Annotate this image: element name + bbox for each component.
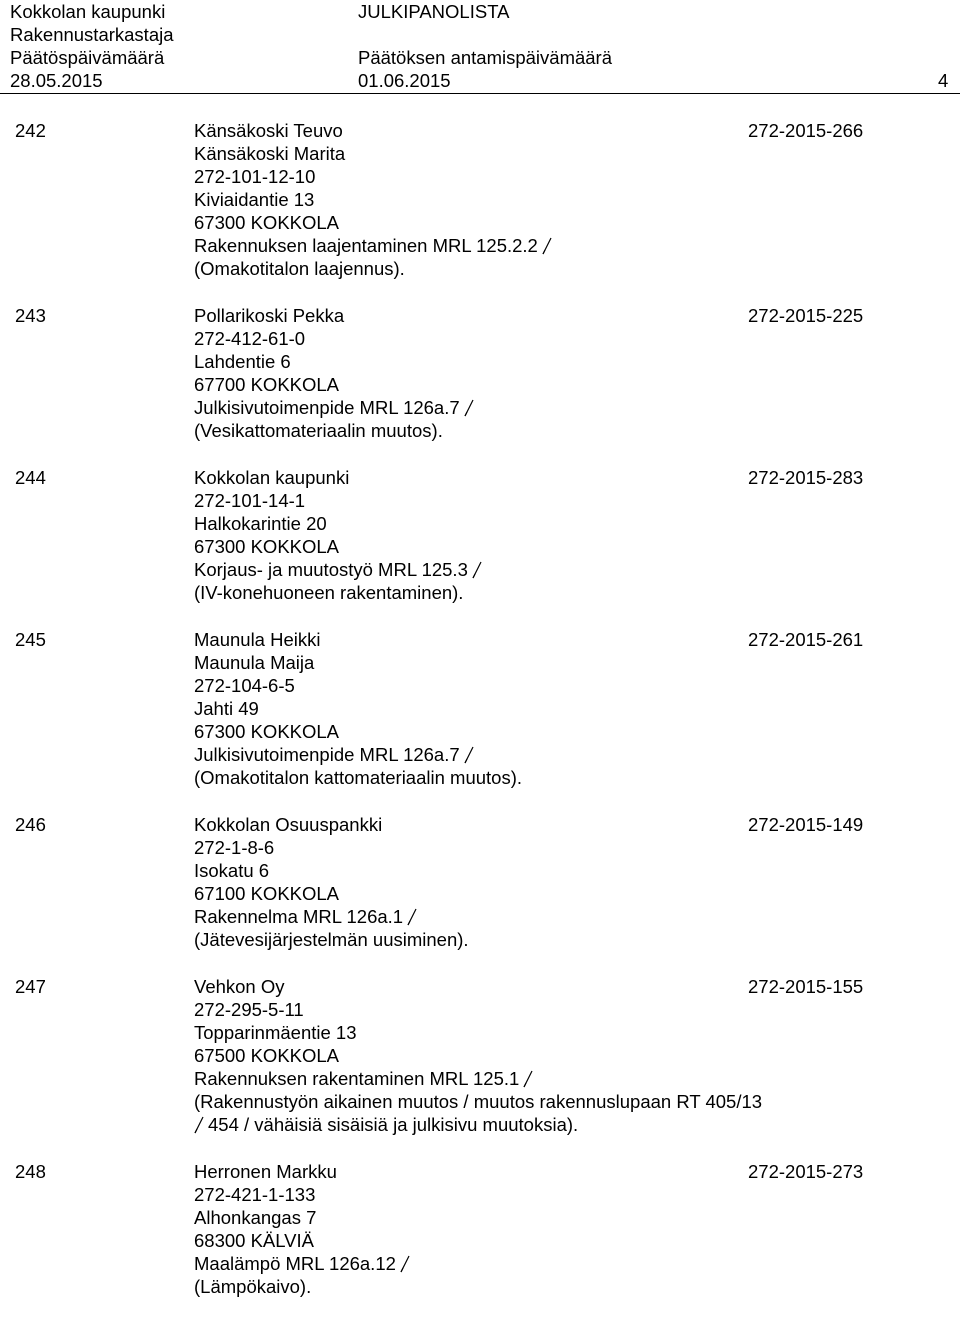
entry-number: 242 bbox=[15, 120, 46, 141]
entry-detail-line: Topparinmäentie 13 bbox=[194, 1022, 357, 1043]
permit-id: 272-2015-261 bbox=[748, 629, 864, 650]
measure-text: Rakennuksen rakentaminen MRL 125.1 bbox=[194, 1068, 520, 1089]
section-mark-icon bbox=[407, 907, 417, 927]
decision-entry bbox=[0, 813, 960, 951]
entry-detail-line: 67700 KOKKOLA bbox=[194, 374, 340, 395]
measure-line bbox=[194, 396, 734, 419]
entry-number: 245 bbox=[15, 629, 46, 650]
entry-body bbox=[194, 813, 734, 951]
entry-detail-line: Pollarikoski Pekka bbox=[194, 305, 345, 326]
entry-number: 244 bbox=[15, 467, 46, 488]
entry-detail-line: Halkokarintie 20 bbox=[194, 513, 327, 534]
entry-number: 243 bbox=[15, 305, 46, 326]
measure-line bbox=[194, 905, 734, 928]
entry-body bbox=[194, 628, 734, 789]
description-line bbox=[194, 257, 734, 280]
permit-id: 272-2015-283 bbox=[748, 467, 864, 488]
decision-entry bbox=[0, 1160, 960, 1298]
decision-entry bbox=[0, 975, 960, 1136]
section-mark-icon bbox=[464, 745, 474, 765]
permit-id: 272-2015-266 bbox=[748, 120, 864, 141]
entry-detail-line: Känsäkoski Teuvo bbox=[194, 120, 343, 141]
section-mark-icon bbox=[523, 1069, 533, 1089]
entry-detail-line: Jahti 49 bbox=[194, 698, 259, 719]
entry-detail-line: 68300 KÄLVIÄ bbox=[194, 1230, 314, 1251]
decision-entry bbox=[0, 628, 960, 789]
description-line bbox=[194, 581, 734, 604]
document-title: JULKIPANOLISTA bbox=[358, 1, 510, 22]
measure-line bbox=[194, 558, 734, 581]
entry-detail-line: 67300 KOKKOLA bbox=[194, 536, 340, 557]
permit-id: 272-2015-155 bbox=[748, 976, 864, 997]
entry-number: 246 bbox=[15, 814, 46, 835]
document-header bbox=[0, 0, 960, 96]
measure-text: Rakennelma MRL 126a.1 bbox=[194, 906, 404, 927]
entry-detail-line: Herronen Markku bbox=[194, 1161, 337, 1182]
entry-detail-line: Känsäkoski Marita bbox=[194, 143, 346, 164]
entry-body bbox=[194, 304, 734, 442]
measure-text: Julkisivutoimenpide MRL 126a.7 bbox=[194, 397, 460, 418]
entry-detail-line: 67300 KOKKOLA bbox=[194, 212, 340, 233]
entry-detail-line: 272-104-6-5 bbox=[194, 675, 295, 696]
measure-line bbox=[194, 1252, 734, 1275]
section-mark-icon bbox=[400, 1254, 410, 1274]
entry-detail-line: 272-101-12-10 bbox=[194, 166, 316, 187]
entry-detail-line: Kokkolan kaupunki bbox=[194, 467, 350, 488]
section-mark-icon bbox=[542, 236, 552, 256]
description-text: (Lämpökaivo). bbox=[194, 1276, 312, 1297]
permit-id: 272-2015-149 bbox=[748, 814, 864, 835]
decision-date: 28.05.2015 bbox=[10, 70, 103, 91]
description-text: (Omakotitalon laajennus). bbox=[194, 258, 405, 279]
entry-detail-line: 67500 KOKKOLA bbox=[194, 1045, 340, 1066]
permit-id: 272-2015-225 bbox=[748, 305, 864, 326]
organization-name: Kokkolan kaupunki bbox=[10, 1, 166, 22]
entry-detail-line: Maunula Maija bbox=[194, 652, 315, 673]
description-text: (Rakennustyön aikainen muutos / muutos rakennuslupaan RT 405/13 bbox=[194, 1091, 763, 1112]
decision-date-label: Päätöspäivämäärä bbox=[10, 47, 165, 68]
description-text: 454 / vähäisiä sisäisiä ja julkisivu muutoksia). bbox=[208, 1114, 579, 1135]
entry-body bbox=[194, 975, 763, 1136]
description-line bbox=[194, 928, 734, 951]
entry-detail-line: 272-412-61-0 bbox=[194, 328, 306, 349]
entry-body bbox=[194, 119, 734, 280]
entry-detail-line: Kokkolan Osuuspankki bbox=[194, 814, 383, 835]
description-line bbox=[194, 1275, 734, 1298]
decision-list bbox=[0, 119, 960, 1322]
entry-detail-line: Lahdentie 6 bbox=[194, 351, 291, 372]
entry-number: 248 bbox=[15, 1161, 46, 1182]
entry-detail-line: Maunula Heikki bbox=[194, 629, 321, 650]
decision-entry bbox=[0, 304, 960, 442]
entry-detail-line: Isokatu 6 bbox=[194, 860, 270, 881]
description-text: (Vesikattomateriaalin muutos). bbox=[194, 420, 443, 441]
header-divider bbox=[0, 93, 960, 94]
measure-line bbox=[194, 1067, 734, 1090]
description-line bbox=[194, 1090, 763, 1113]
decision-entry bbox=[0, 119, 960, 280]
section-mark-icon bbox=[194, 1115, 204, 1135]
entry-detail-line: 272-101-14-1 bbox=[194, 490, 306, 511]
decision-entry bbox=[0, 466, 960, 604]
description-text: (IV-konehuoneen rakentaminen). bbox=[194, 582, 464, 603]
entry-number: 247 bbox=[15, 976, 46, 997]
entry-detail-line: 272-295-5-11 bbox=[194, 999, 304, 1020]
page-number: 4 bbox=[938, 70, 949, 91]
entry-detail-line: 67300 KOKKOLA bbox=[194, 721, 340, 742]
entry-detail-line: 272-1-8-6 bbox=[194, 837, 275, 858]
measure-text: Korjaus- ja muutostyö MRL 125.3 bbox=[194, 559, 468, 580]
entry-body bbox=[194, 466, 734, 604]
announcement-date-label: Päätöksen antamispäivämäärä bbox=[358, 47, 613, 68]
entry-detail-line: 272-421-1-133 bbox=[194, 1184, 316, 1205]
description-text: (Omakotitalon kattomateriaalin muutos). bbox=[194, 767, 522, 788]
entry-detail-line: 67100 KOKKOLA bbox=[194, 883, 340, 904]
description-line bbox=[194, 766, 734, 789]
description-line bbox=[194, 419, 734, 442]
entry-detail-line: Alhonkangas 7 bbox=[194, 1207, 317, 1228]
measure-line bbox=[194, 743, 734, 766]
measure-text: Julkisivutoimenpide MRL 126a.7 bbox=[194, 744, 460, 765]
department-name: Rakennustarkastaja bbox=[10, 24, 174, 45]
section-mark-icon bbox=[472, 560, 482, 580]
description-text: (Jätevesijärjestelmän uusiminen). bbox=[194, 929, 469, 950]
measure-line bbox=[194, 234, 734, 257]
description-line bbox=[194, 1113, 734, 1136]
section-mark-icon bbox=[464, 398, 474, 418]
entry-detail-line: Kiviaidantie 13 bbox=[194, 189, 315, 210]
permit-id: 272-2015-273 bbox=[748, 1161, 864, 1182]
measure-text: Rakennuksen laajentaminen MRL 125.2.2 bbox=[194, 235, 538, 256]
entry-body bbox=[194, 1160, 734, 1298]
entry-detail-line: Vehkon Oy bbox=[194, 976, 285, 997]
measure-text: Maalämpö MRL 126a.12 bbox=[194, 1253, 396, 1274]
announcement-date: 01.06.2015 bbox=[358, 70, 451, 91]
